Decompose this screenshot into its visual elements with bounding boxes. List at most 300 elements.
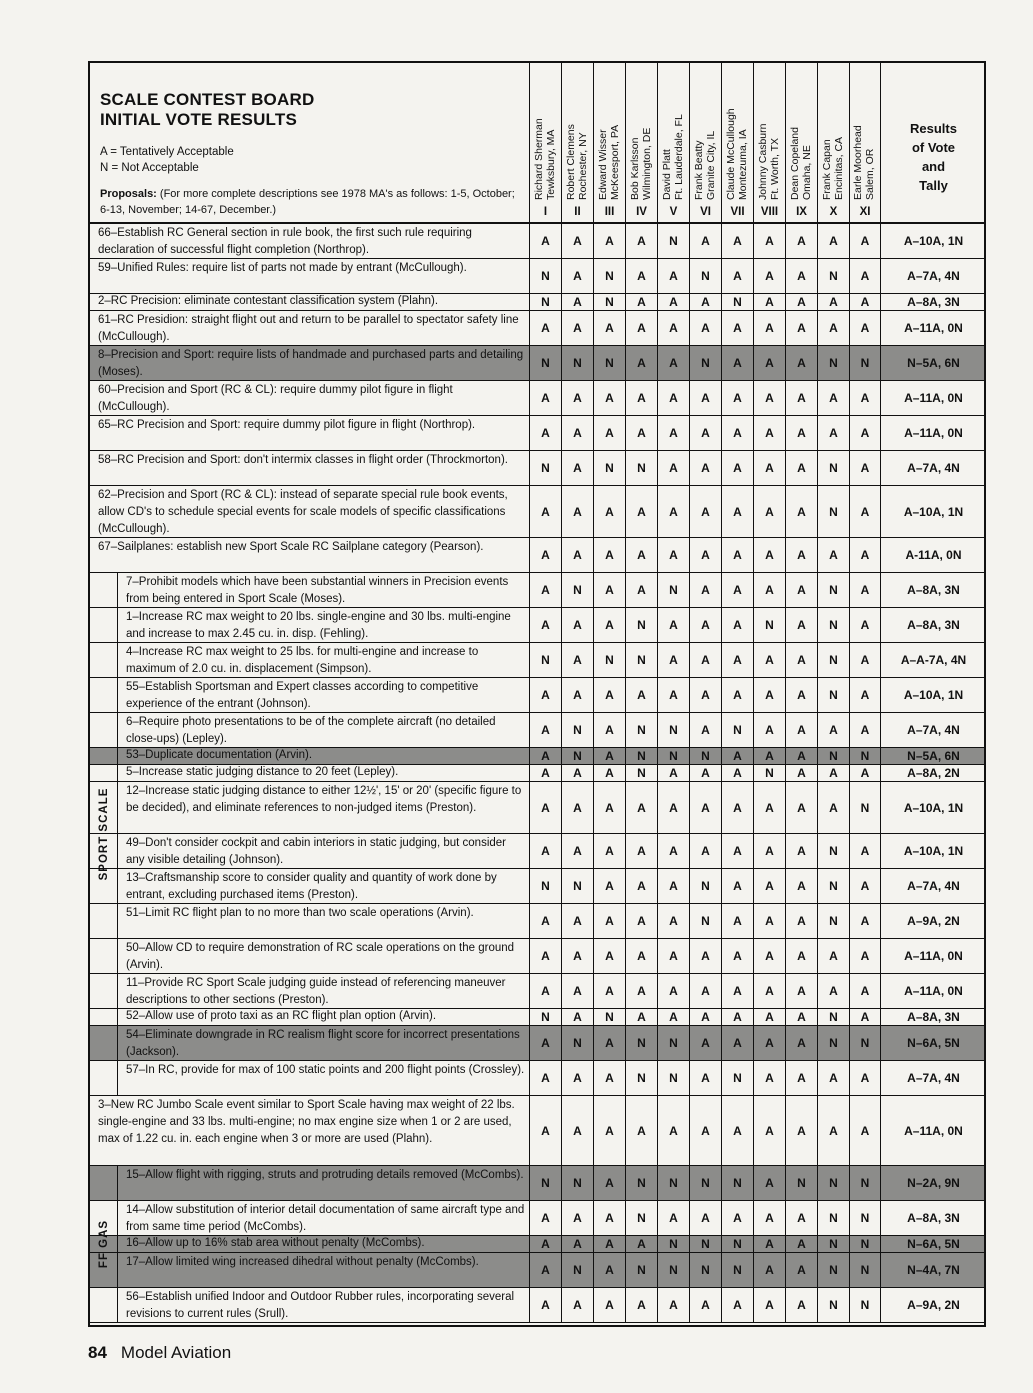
judge-number: X [829, 206, 838, 218]
vote-cell: A [690, 538, 722, 572]
vote-tally: N–4A, 7N [907, 1263, 960, 1277]
vote-cell: A [818, 765, 850, 781]
vote-cell: N [658, 573, 690, 607]
vote-cell: A [530, 486, 562, 537]
vote-cell: A [818, 713, 850, 747]
vote-cell: A [722, 451, 754, 485]
vote-cell: A [562, 643, 594, 677]
vote-cell: A [658, 311, 690, 345]
judge-name: Bob Karlsson [628, 137, 641, 200]
table-row [90, 346, 986, 381]
vote-cell: A [850, 538, 881, 572]
table-row [90, 538, 986, 573]
judge-name: Claude McCullough [724, 108, 737, 200]
vote-cell: N [530, 643, 562, 677]
proposal-description: 50–Allow CD to require demonstration of RC scale operations on the ground (Arvin). [118, 939, 530, 973]
judge-number: XI [859, 206, 871, 218]
vote-cell: A [530, 782, 562, 833]
vote-cell: A [786, 311, 818, 345]
vote-cell: N [722, 1236, 754, 1252]
table-row [90, 381, 986, 416]
vote-cell: A [562, 451, 594, 485]
vote-cell: N [818, 486, 850, 537]
table-row [90, 939, 986, 974]
vote-cell: A [594, 311, 626, 345]
vote-cell: N [626, 451, 658, 485]
vote-cell: A [786, 834, 818, 868]
vote-cell: A [754, 1166, 786, 1200]
vote-tally: A–A-7A, 4N [900, 653, 967, 667]
table-row [90, 294, 986, 311]
vote-cell: A [658, 1201, 690, 1235]
vote-tally: A–7A, 4N [907, 723, 960, 737]
vote-cell: A [754, 1253, 786, 1287]
vote-cell: A [658, 416, 690, 450]
proposal-description: 62–Precision and Sport (RC & CL): instead of separate special rule book events, allow CD's to schedule special events for scale models of specific classifications (McCullough). [90, 486, 530, 537]
vote-cell: A [722, 939, 754, 973]
vote-cell: A [786, 573, 818, 607]
vote-cell: A [562, 939, 594, 973]
vote-cell: N [626, 713, 658, 747]
judge-location: Ft. Worth, TX [768, 137, 780, 200]
judge-location: Granite City, IL [704, 130, 716, 200]
vote-cell: N [818, 608, 850, 642]
table-row [90, 486, 986, 538]
vote-cell: A [594, 1166, 626, 1200]
judge-column-header [818, 63, 850, 224]
vote-cell: A [594, 834, 626, 868]
vote-tally: A-11A, 0N [905, 548, 962, 562]
vote-cell: A [658, 869, 690, 903]
proposals-text: (For more complete descriptions see 1978 MA's as follows: 1-5, October; 6-13, November; 14-67, December.) [100, 188, 515, 216]
vote-cell: N [690, 748, 722, 764]
vote-cell: A [786, 765, 818, 781]
proposal-description: 1–Increase RC max weight to 20 lbs. single-engine and 30 lbs. multi-engine and increase to max 2.45 cu. in. disp. (Fehling). [118, 608, 530, 642]
vote-cell: A [594, 748, 626, 764]
vote-cell: A [722, 224, 754, 258]
vote-cell: A [562, 259, 594, 293]
vote-cell: A [818, 1061, 850, 1095]
vote-cell: A [530, 834, 562, 868]
vote-tally: A–8A, 3N [907, 1211, 960, 1225]
vote-cell: A [722, 1026, 754, 1060]
vote-cell: A [658, 346, 690, 380]
proposal-description: 51–Limit RC flight plan to no more than two scale operations (Arvin). [118, 904, 530, 938]
section-label-ff-gas [90, 1166, 118, 1323]
judge-number: VI [700, 206, 711, 218]
vote-cell: A [530, 381, 562, 415]
vote-tally: A–9A, 2N [907, 1298, 960, 1312]
judge-number: V [669, 206, 678, 218]
judge-column-header [530, 63, 562, 224]
vote-cell: N [690, 1236, 722, 1252]
judge-location: Wilmington, DE [640, 127, 652, 200]
vote-cell: A [754, 713, 786, 747]
vote-cell: A [786, 904, 818, 938]
vote-cell: A [562, 1061, 594, 1095]
vote-cell: A [530, 1096, 562, 1165]
vote-cell: A [658, 834, 690, 868]
vote-cell: A [530, 224, 562, 258]
vote-cell: A [594, 1236, 626, 1252]
table-row [90, 608, 986, 643]
vote-tally: A–8A, 2N [907, 766, 960, 780]
vote-cell: A [690, 486, 722, 537]
vote-cell: A [530, 1288, 562, 1322]
vote-cell: N [754, 765, 786, 781]
table-row [90, 1009, 986, 1026]
vote-cell: A [626, 381, 658, 415]
vote-cell: N [626, 608, 658, 642]
vote-cell: N [626, 1026, 658, 1060]
vote-cell: A [722, 346, 754, 380]
vote-cell: A [754, 834, 786, 868]
judge-name: Robert Clemens [564, 124, 577, 200]
page-footer [88, 1343, 231, 1363]
vote-cell: A [562, 416, 594, 450]
vote-tally: A–7A, 4N [907, 461, 960, 475]
proposal-description: 66–Establish RC General section in rule book, the first such rule requiring declaration of successful flight completion (Northrop). [90, 224, 530, 258]
vote-cell: A [786, 713, 818, 747]
vote-cell: A [626, 974, 658, 1008]
table-row [90, 259, 986, 294]
vote-cell: A [626, 1236, 658, 1252]
vote-cell: A [786, 1253, 818, 1287]
vote-cell: A [754, 1236, 786, 1252]
judge-number: VIII [760, 206, 779, 218]
vote-cell: N [818, 1009, 850, 1025]
vote-cell: A [818, 538, 850, 572]
vote-cell: A [530, 748, 562, 764]
vote-cell: N [658, 1061, 690, 1095]
vote-cell: A [658, 1009, 690, 1025]
vote-cell: A [690, 1026, 722, 1060]
judge-name: Earle Moorhead [852, 125, 864, 200]
vote-cell: A [754, 259, 786, 293]
vote-cell: A [754, 224, 786, 258]
vote-cell: A [626, 573, 658, 607]
proposal-description: 49–Don't consider cockpit and cabin interiors in static judging, but consider any visible detailing (Johnson). [118, 834, 530, 868]
table-row [90, 451, 986, 486]
vote-cell: A [754, 346, 786, 380]
table-row [90, 643, 986, 678]
vote-cell: A [850, 765, 881, 781]
vote-cell: A [626, 1288, 658, 1322]
vote-cell: A [722, 486, 754, 537]
vote-tally: A–11A, 0N [904, 391, 963, 405]
judge-name: Frank Capan [820, 139, 833, 200]
judge-number: IX [796, 206, 807, 218]
vote-cell: N [818, 451, 850, 485]
vote-cell: A [594, 765, 626, 781]
vote-cell: A [754, 294, 786, 310]
vote-cell: A [530, 311, 562, 345]
vote-cell: A [722, 1009, 754, 1025]
vote-cell: N [562, 748, 594, 764]
vote-cell: N [722, 1253, 754, 1287]
vote-cell: N [530, 1009, 562, 1025]
vote-cell: A [690, 1096, 722, 1165]
vote-tally: N–6A, 5N [907, 1036, 960, 1050]
vote-cell: N [562, 1026, 594, 1060]
vote-cell: A [786, 608, 818, 642]
vote-cell: N [818, 259, 850, 293]
vote-cell: A [626, 782, 658, 833]
vote-cell: A [658, 486, 690, 537]
vote-cell: A [594, 678, 626, 712]
table-row [90, 869, 986, 904]
vote-cell: A [530, 573, 562, 607]
vote-cell: A [594, 939, 626, 973]
vote-cell: A [562, 1236, 594, 1252]
vote-cell: N [658, 1253, 690, 1287]
vote-cell: A [594, 904, 626, 938]
vote-cell: A [850, 486, 881, 537]
vote-cell: N [530, 259, 562, 293]
vote-cell: A [786, 1236, 818, 1252]
legend-not-acceptable: N = Not Acceptable [100, 162, 199, 174]
vote-cell: A [722, 1288, 754, 1322]
vote-cell: N [850, 1288, 881, 1322]
vote-cell: A [786, 974, 818, 1008]
vote-cell: A [786, 346, 818, 380]
judge-column-header [722, 63, 754, 224]
vote-cell: A [594, 1061, 626, 1095]
vote-cell: A [658, 1096, 690, 1165]
judge-name: Johnny Casburn [756, 123, 769, 200]
results-header [881, 63, 986, 224]
vote-cell: N [530, 1166, 562, 1200]
vote-cell: A [850, 416, 881, 450]
vote-tally: A–10A, 1N [903, 800, 964, 815]
vote-cell: A [530, 538, 562, 572]
vote-cell: N [690, 904, 722, 938]
judge-location: McKeesport, PA [608, 124, 620, 200]
results-header-line: of Vote [911, 140, 956, 155]
vote-cell: A [530, 1061, 562, 1095]
vote-cell: A [722, 573, 754, 607]
vote-cell: N [530, 294, 562, 310]
judge-location: Salem, OR [863, 148, 876, 200]
vote-cell: N [818, 748, 850, 764]
vote-cell: A [786, 782, 818, 833]
vote-cell: A [530, 974, 562, 1008]
vote-cell: N [626, 643, 658, 677]
vote-cell: N [594, 1009, 626, 1025]
vote-cell: A [850, 294, 881, 310]
vote-cell: A [626, 311, 658, 345]
table-row [90, 1236, 986, 1253]
proposal-description: 57–In RC, provide for max of 100 static points and 200 flight points (Crossley). [118, 1061, 530, 1095]
vote-cell: A [754, 678, 786, 712]
vote-cell: A [562, 381, 594, 415]
vote-cell: A [658, 294, 690, 310]
vote-cell: A [562, 1009, 594, 1025]
vote-cell: A [626, 1009, 658, 1025]
proposal-description: 56–Establish unified Indoor and Outdoor Rubber rules, incorporating several revisions to current rules (Srull). [118, 1288, 530, 1322]
vote-cell: A [594, 573, 626, 607]
vote-cell: N [818, 346, 850, 380]
vote-cell: A [786, 678, 818, 712]
table-row [90, 224, 986, 259]
proposal-description: 8–Precision and Sport: require lists of handmade and purchased parts and detailing (Moses). [90, 346, 530, 380]
vote-cell: A [722, 748, 754, 764]
vote-cell: N [850, 1236, 881, 1252]
vote-cell: N [658, 224, 690, 258]
vote-cell: N [626, 765, 658, 781]
vote-cell: A [530, 1253, 562, 1287]
vote-cell: N [786, 1166, 818, 1200]
vote-cell: A [690, 765, 722, 781]
vote-tally: A–8A, 3N [907, 1010, 960, 1024]
vote-cell: A [690, 381, 722, 415]
vote-cell: A [626, 416, 658, 450]
vote-cell: A [562, 1096, 594, 1165]
vote-cell: A [562, 904, 594, 938]
vote-results-table [88, 61, 986, 1327]
vote-cell: A [786, 416, 818, 450]
vote-cell: A [818, 974, 850, 1008]
vote-cell: A [562, 678, 594, 712]
vote-cell: A [562, 608, 594, 642]
vote-cell: A [530, 416, 562, 450]
vote-cell: N [626, 1253, 658, 1287]
vote-cell: A [722, 608, 754, 642]
proposal-description: 17–Allow limited wing increased dihedral without penalty (McCombs). [118, 1253, 530, 1287]
proposal-description: 11–Provide RC Sport Scale judging guide instead of referencing maneuver descriptions to other sections (Preston). [118, 974, 530, 1008]
vote-cell: A [818, 224, 850, 258]
vote-cell: A [562, 1288, 594, 1322]
proposal-description: 54–Eliminate downgrade in RC realism flight score for incorrect presentations (Jackson). [118, 1026, 530, 1060]
proposal-description: 67–Sailplanes: establish new Sport Scale RC Sailplane category (Pearson). [90, 538, 530, 572]
vote-cell: N [658, 1236, 690, 1252]
vote-cell: N [818, 1201, 850, 1235]
proposal-description: 16–Allow up to 16% stab area without penalty (McCombs). [118, 1236, 530, 1252]
vote-cell: A [690, 678, 722, 712]
vote-cell: A [626, 538, 658, 572]
vote-cell: A [786, 1288, 818, 1322]
vote-cell: N [722, 713, 754, 747]
vote-cell: N [594, 643, 626, 677]
vote-tally: N–6A, 5N [907, 1237, 960, 1251]
vote-cell: N [594, 346, 626, 380]
vote-cell: A [754, 1096, 786, 1165]
vote-cell: A [786, 1026, 818, 1060]
vote-cell: N [562, 1253, 594, 1287]
vote-cell: A [786, 748, 818, 764]
vote-cell: A [594, 782, 626, 833]
judge-location: Montezuma, IA [736, 129, 748, 200]
vote-cell: N [690, 346, 722, 380]
vote-cell: A [594, 1026, 626, 1060]
table-row [90, 748, 986, 765]
vote-cell: A [690, 224, 722, 258]
vote-cell: A [754, 748, 786, 764]
vote-tally: A–7A, 4N [907, 269, 960, 283]
vote-tally: A–11A, 0N [904, 984, 963, 998]
vote-tally: A–10A, 1N [903, 504, 964, 519]
vote-cell: A [626, 259, 658, 293]
vote-cell: A [754, 416, 786, 450]
proposal-description: 52–Allow use of proto taxi as an RC flight plan option (Arvin). [118, 1009, 530, 1025]
vote-cell: N [626, 1201, 658, 1235]
vote-cell: A [850, 869, 881, 903]
table-row [90, 765, 986, 782]
proposal-description: 3–New RC Jumbo Scale event similar to Sport Scale having max weight of 22 lbs. single-engine and 33 lbs. multi-engine; no max engine size when 1 or 2 are used, max of 1.22 cu. in. each engine when 3 or more are used (Plahn). [90, 1096, 530, 1165]
proposal-description: 59–Unified Rules: require list of parts not made by entrant (McCullough). [90, 259, 530, 293]
vote-cell: A [850, 713, 881, 747]
vote-cell: N [850, 1026, 881, 1060]
vote-tally: A–11A, 0N [904, 949, 963, 963]
vote-cell: N [850, 748, 881, 764]
vote-cell: A [722, 904, 754, 938]
table-row [90, 573, 986, 608]
vote-cell: N [818, 1166, 850, 1200]
vote-cell: A [754, 939, 786, 973]
proposal-description: 5–Increase static judging distance to 20 feet (Lepley). [118, 765, 530, 781]
vote-cell: A [658, 678, 690, 712]
vote-cell: N [722, 1166, 754, 1200]
vote-cell: N [658, 1166, 690, 1200]
judge-location: Ft. Lauderdale, FL [672, 114, 684, 200]
magazine-name: Model Aviation [120, 1343, 232, 1362]
vote-cell: A [658, 538, 690, 572]
judge-column-header [690, 63, 722, 224]
vote-cell: N [562, 1166, 594, 1200]
vote-cell: N [850, 1253, 881, 1287]
proposal-description: 12–Increase static judging distance to either 12½', 15' or 20' (specific figure to be decided), and eliminate references to non-judged items (Preston). [118, 782, 530, 833]
judge-column-header [658, 63, 690, 224]
vote-cell: A [594, 1288, 626, 1322]
vote-cell: A [786, 1096, 818, 1165]
proposal-description: 58–RC Precision and Sport: don't intermix classes in flight order (Throckmorton). [90, 451, 530, 485]
vote-tally: N–5A, 6N [907, 749, 960, 763]
vote-cell: A [594, 1253, 626, 1287]
vote-cell: A [722, 381, 754, 415]
vote-cell: A [690, 416, 722, 450]
vote-cell: N [722, 1061, 754, 1095]
vote-cell: N [850, 1166, 881, 1200]
vote-cell: N [722, 294, 754, 310]
vote-cell: A [690, 573, 722, 607]
table-row [90, 1026, 986, 1061]
judge-name: Richard Sherman [532, 118, 545, 200]
legend-acceptable: A = Tentatively Acceptable [100, 146, 234, 158]
vote-cell: A [530, 1026, 562, 1060]
vote-cell: A [818, 381, 850, 415]
vote-cell: A [786, 486, 818, 537]
vote-cell: A [722, 782, 754, 833]
vote-cell: A [530, 904, 562, 938]
vote-cell: A [530, 608, 562, 642]
vote-cell: A [626, 346, 658, 380]
page-number: 84 [88, 1343, 107, 1362]
vote-cell: A [690, 974, 722, 1008]
table-row [90, 713, 986, 748]
table-row [90, 904, 986, 939]
vote-cell: A [722, 416, 754, 450]
vote-cell: N [850, 346, 881, 380]
vote-cell: A [626, 294, 658, 310]
vote-cell: N [626, 748, 658, 764]
vote-cell: A [530, 678, 562, 712]
vote-cell: A [690, 782, 722, 833]
proposals-note [100, 186, 519, 218]
vote-cell: A [786, 224, 818, 258]
vote-cell: A [530, 1236, 562, 1252]
proposals-label: Proposals: [100, 188, 157, 200]
table-row [90, 1201, 986, 1236]
